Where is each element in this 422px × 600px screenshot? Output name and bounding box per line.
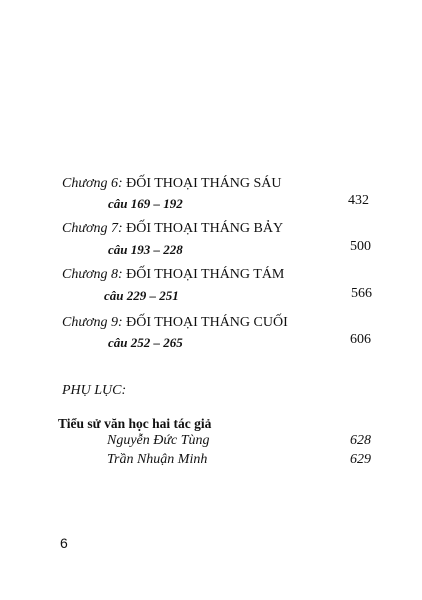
appendix-label: PHỤ LỤC: xyxy=(62,383,127,398)
author-1-name: Nguyễn Đức Tùng xyxy=(107,433,210,448)
chapter-8-page: 566 xyxy=(351,286,372,301)
chapter-9-page: 606 xyxy=(350,332,371,347)
chapter-7-page: 500 xyxy=(350,239,371,254)
chapter-6-heading xyxy=(62,176,282,192)
chapter-8-heading xyxy=(62,267,284,283)
footer-page-number: 6 xyxy=(60,535,68,551)
chapter-7-range: câu 193 – 228 xyxy=(108,242,183,257)
chapter-9-range: câu 252 – 265 xyxy=(108,335,183,350)
chapter-7-title: ĐỐI THOẠI THÁNG BẢY xyxy=(126,221,284,236)
chapter-7-label: Chương 7: xyxy=(62,221,123,236)
chapter-6-title: ĐỐI THOẠI THÁNG SÁU xyxy=(126,176,282,191)
author-2-name: Trần Nhuận Minh xyxy=(107,452,208,467)
chapter-7-heading xyxy=(62,221,283,237)
chapter-8-title: ĐỐI THOẠI THÁNG TÁM xyxy=(126,267,285,282)
author-1-page: 628 xyxy=(350,433,371,448)
chapter-8-range: câu 229 – 251 xyxy=(104,288,179,303)
chapter-6-label: Chương 6: xyxy=(62,176,123,191)
chapter-8-label: Chương 8: xyxy=(62,267,123,282)
author-2-page: 629 xyxy=(350,452,371,467)
chapter-9-heading xyxy=(62,315,288,331)
chapter-6-page: 432 xyxy=(348,193,369,208)
chapter-9-label: Chương 9: xyxy=(62,315,123,330)
chapter-9-title: ĐỐI THOẠI THÁNG CUỐI xyxy=(126,315,288,330)
chapter-6-range: câu 169 – 192 xyxy=(108,196,183,211)
biography-heading: Tiểu sử văn học hai tác giả xyxy=(58,416,212,431)
